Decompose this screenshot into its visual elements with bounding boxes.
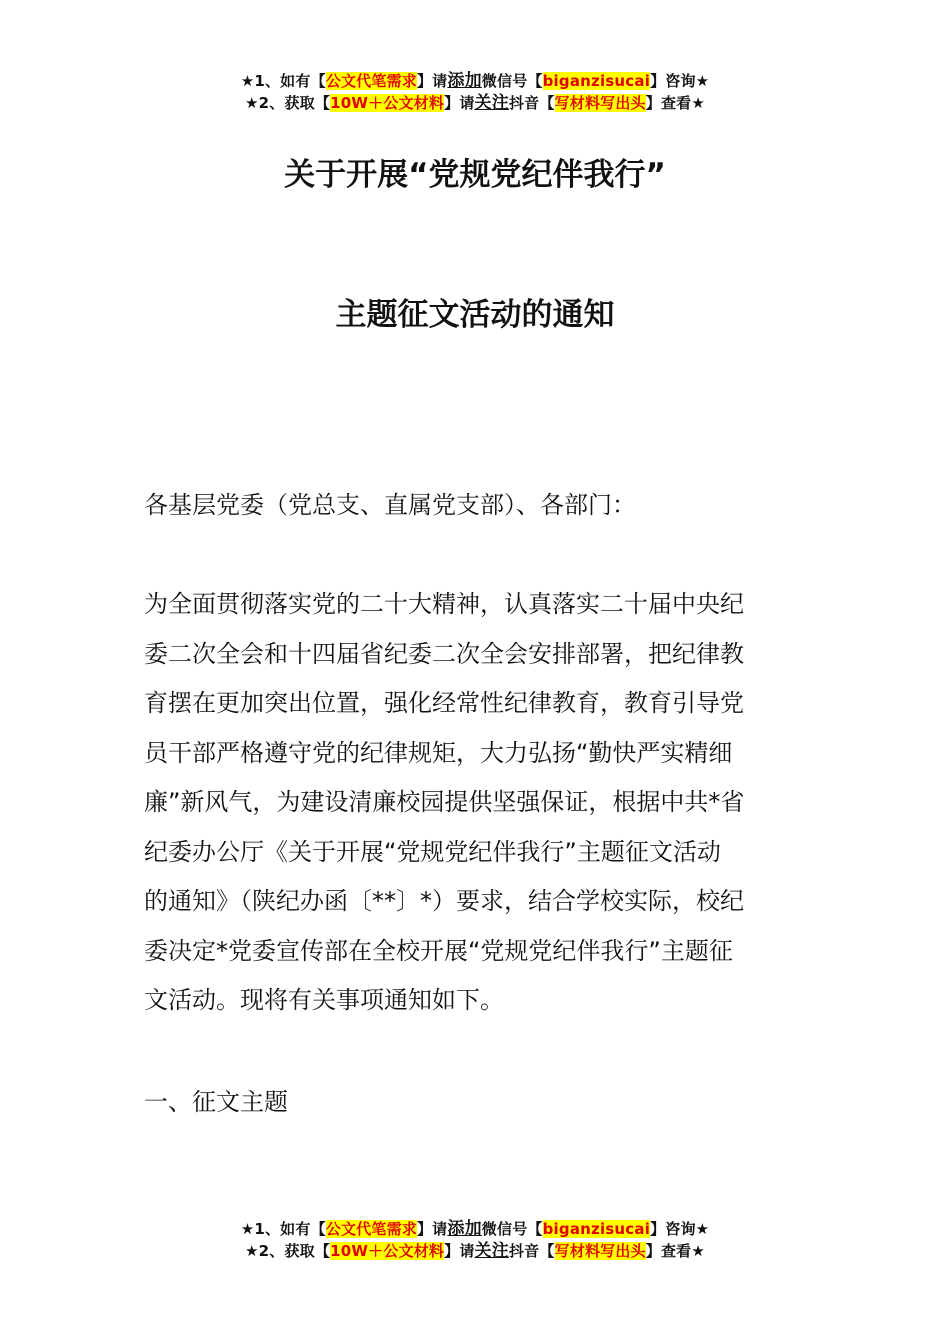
promo-text: 】请: [416, 1220, 448, 1238]
promo-line-2: [0, 92, 950, 114]
promo-banner-top: [0, 70, 950, 114]
promo-highlight: 公文代笔需求: [325, 72, 417, 90]
promo-text: 】查看★: [645, 94, 705, 112]
promo-banner-bottom: [0, 1218, 950, 1262]
promo-highlight: biganzisucai: [542, 72, 651, 90]
promo-text: 】请: [444, 1242, 475, 1260]
promo-emphasis: 添加: [447, 1219, 482, 1239]
promo-text: 微信号【: [481, 72, 543, 90]
body-line: 委二次全会和十四届省纪委二次全会安排部署，把纪律教: [144, 639, 744, 668]
promo-highlight: 写材料写出头: [554, 1242, 646, 1260]
promo-line-1: [0, 70, 950, 92]
promo-text: 微信号【: [481, 1220, 543, 1238]
body-line: 的通知》（陕纪办函〔**〕*）要求，结合学校实际，校纪: [144, 887, 744, 915]
promo-text: 抖音【: [508, 1242, 555, 1260]
promo-text: ★2、获取【: [245, 94, 331, 112]
promo-emphasis: 添加: [447, 71, 482, 91]
promo-line-2: [0, 1240, 950, 1262]
promo-text: ★2、获取【: [245, 1242, 331, 1260]
promo-emphasis: 关注: [474, 93, 509, 113]
promo-highlight: biganzisucai: [542, 1220, 651, 1238]
body-line: 员干部严格遵守党的纪律规矩，大力弘扬“勤快严实精细: [144, 738, 733, 767]
promo-text: ★1、如有【: [240, 72, 326, 90]
body-line: 廉”新风气，为建设清廉校园提供坚强保证，根据中共*省: [144, 788, 745, 816]
promo-highlight: 公文代笔需求: [325, 1220, 417, 1238]
promo-highlight: 10W＋公文材料: [330, 1242, 445, 1260]
promo-text: 】查看★: [645, 1242, 705, 1260]
promo-text: 抖音【: [508, 94, 555, 112]
document-title-line-1: 关于开展“党规党纪伴我行”: [284, 157, 666, 193]
promo-text: 】请: [416, 72, 448, 90]
salutation: 各基层党委（党总支、直属党支部）、各部门：: [144, 491, 636, 519]
promo-highlight: 写材料写出头: [554, 94, 646, 112]
promo-line-1: [0, 1218, 950, 1240]
body-paragraph: [144, 580, 808, 1026]
promo-text: 】咨询★: [650, 1220, 710, 1238]
body-line: 育摆在更加突出位置，强化经常性纪律教育，教育引导党: [144, 689, 744, 717]
promo-text: 】咨询★: [650, 72, 710, 90]
promo-highlight: 10W＋公文材料: [330, 94, 445, 112]
body-line: 委决定*党委宣传部在全校开展“党规党纪伴我行”主题征: [144, 936, 733, 965]
body-line: 文活动。现将有关事项通知如下。: [144, 986, 504, 1014]
promo-text: 】请: [444, 94, 475, 112]
document-title-line-2: 主题征文活动的通知: [335, 297, 615, 333]
body-line: 为全面贯彻落实党的二十大精神，认真落实二十届中央纪: [144, 590, 744, 618]
promo-emphasis: 关注: [474, 1241, 509, 1261]
body-line: 纪委办公厅《关于开展“党规党纪伴我行”主题征文活动: [144, 837, 721, 866]
section-heading: 一、征文主题: [144, 1088, 288, 1116]
promo-text: ★1、如有【: [240, 1220, 326, 1238]
